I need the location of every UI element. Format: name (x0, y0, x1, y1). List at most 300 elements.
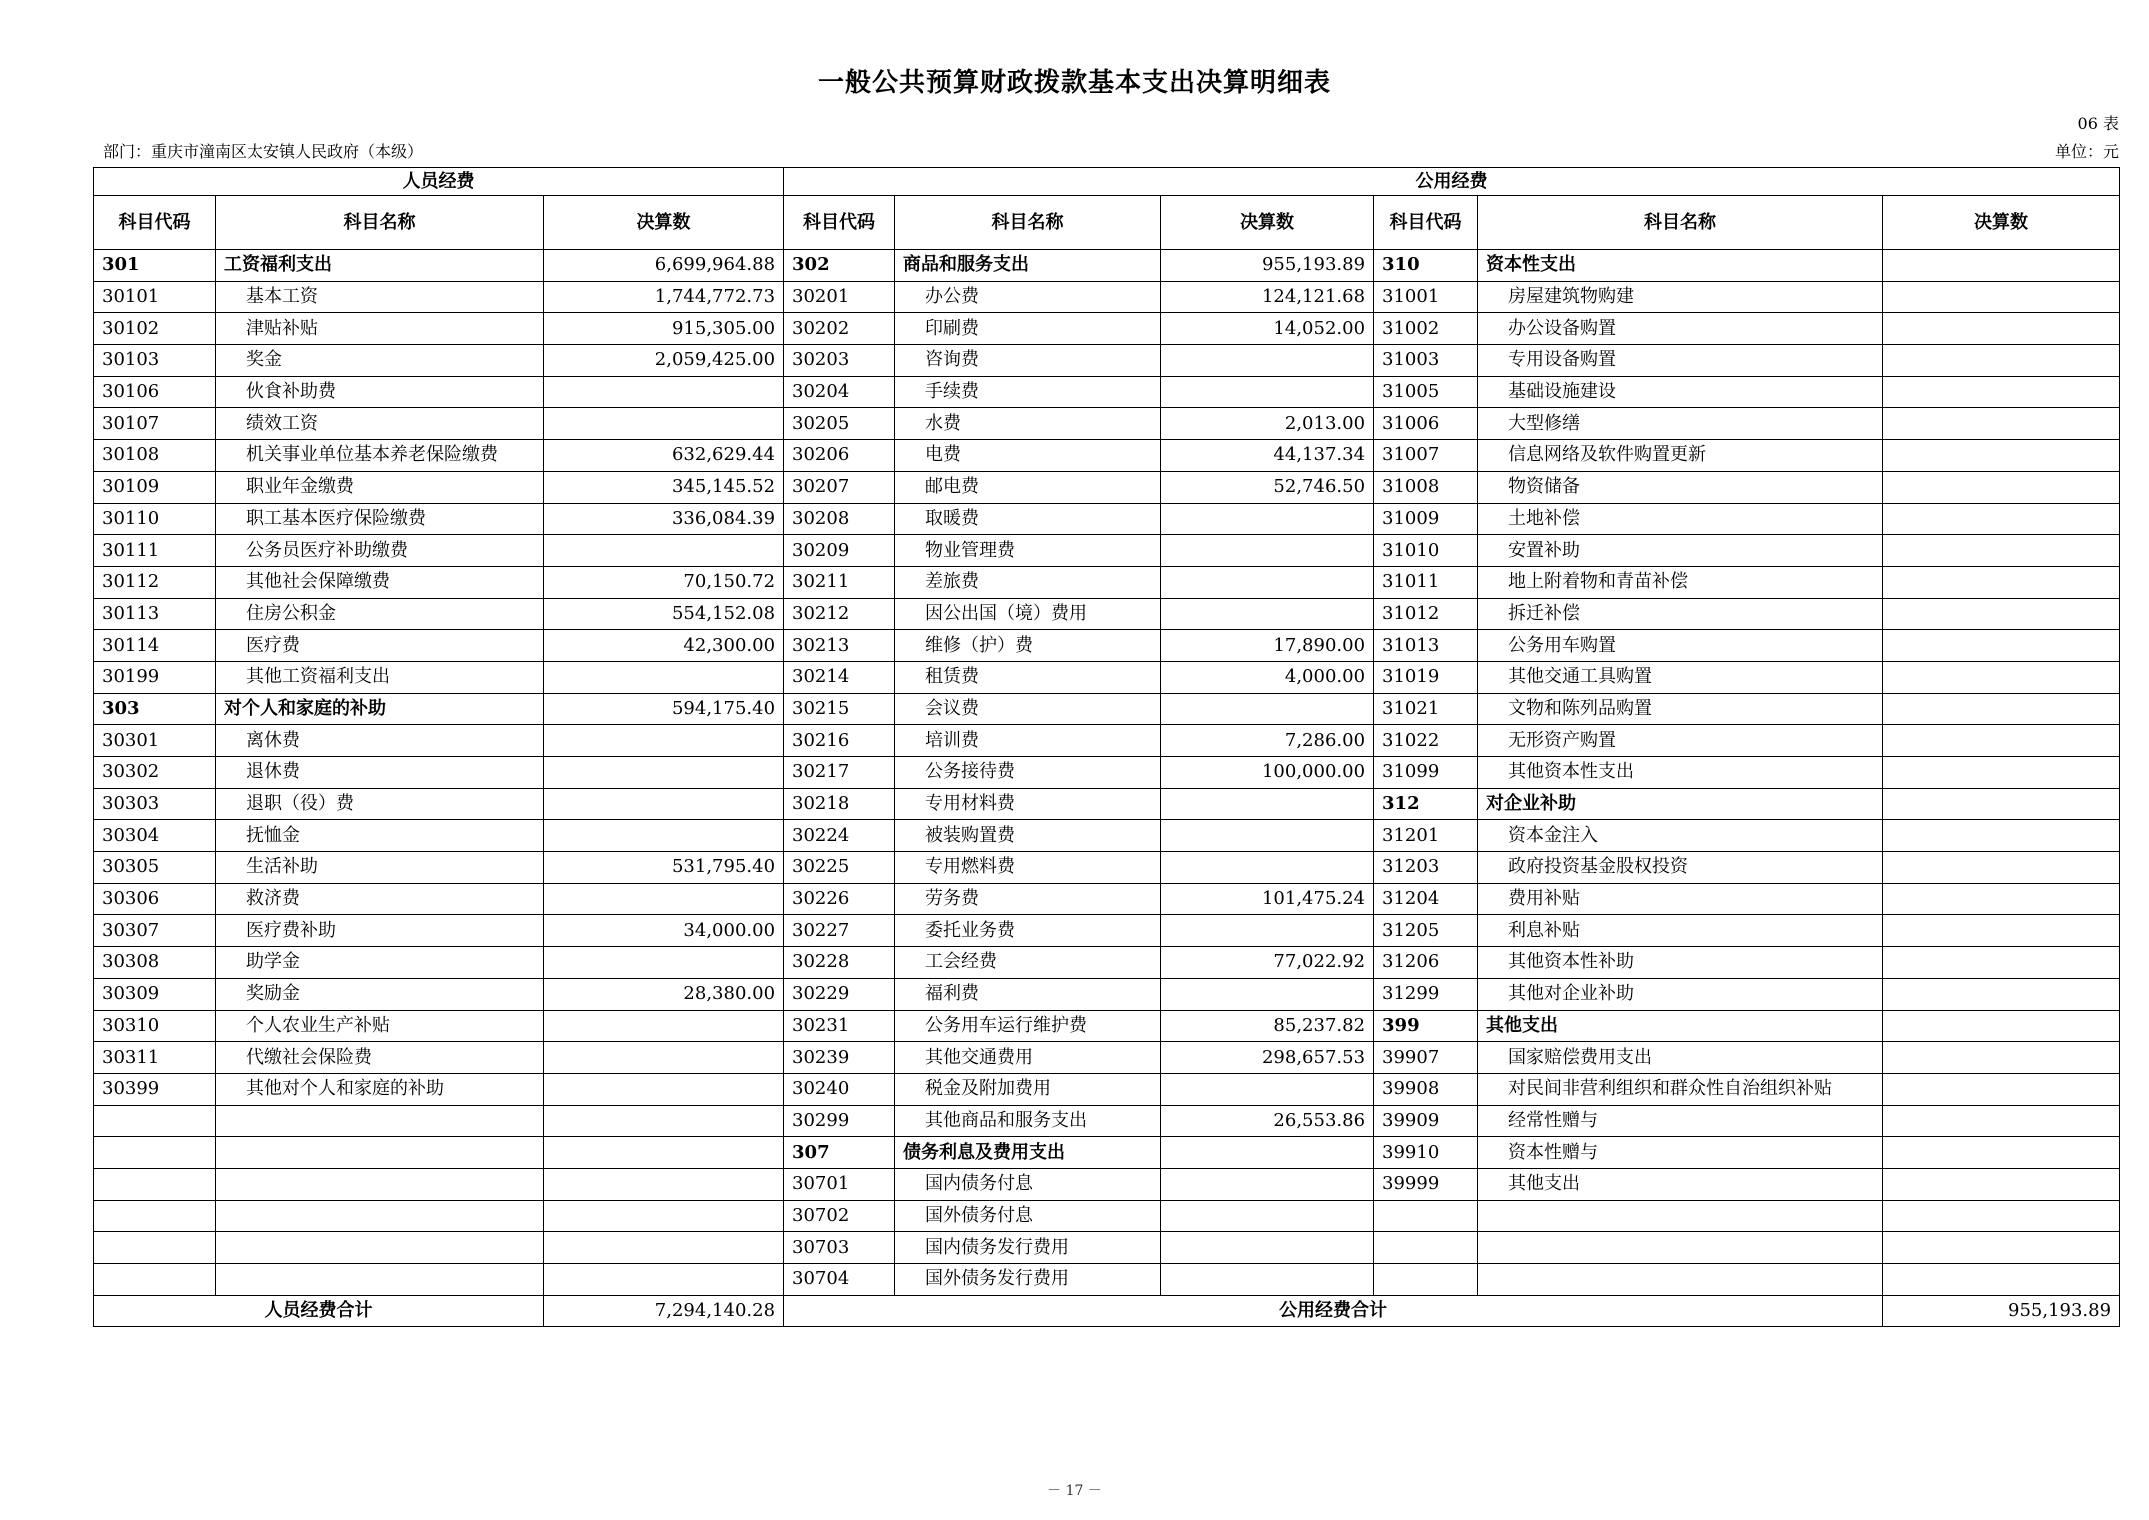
subject-name: 专用材料费 (895, 788, 1161, 820)
amount-value: 42,300.00 (544, 630, 784, 662)
table-row (94, 915, 2120, 947)
amount-value (544, 1232, 784, 1264)
amount-value (1883, 757, 2120, 789)
subject-code: 31006 (1374, 408, 1478, 440)
amount-value (1161, 566, 1374, 598)
subject-code: 30228 (784, 947, 895, 979)
subject-code: 30304 (94, 820, 216, 852)
subject-code: 31013 (1374, 630, 1478, 662)
amount-value: 26,553.86 (1161, 1105, 1374, 1137)
subject-name: 绩效工资 (216, 408, 544, 440)
table-row (94, 1200, 2120, 1232)
subject-code: 30225 (784, 852, 895, 884)
amount-value (1883, 1105, 2120, 1137)
subject-name: 退职（役）费 (216, 788, 544, 820)
subject-name: 物业管理费 (895, 535, 1161, 567)
subject-code: 30106 (94, 376, 216, 408)
subject-name: 其他商品和服务支出 (895, 1105, 1161, 1137)
subject-name: 其他资本性支出 (1478, 757, 1883, 789)
col-header-code: 科目代码 (1374, 196, 1478, 250)
table-row (94, 820, 2120, 852)
subject-code: 30109 (94, 471, 216, 503)
table-number: 06 表 (2077, 114, 2119, 133)
subject-name: 专用设备购置 (1478, 345, 1883, 377)
amount-value: 6,699,964.88 (544, 250, 784, 282)
subject-name: 手续费 (895, 376, 1161, 408)
subject-name: 取暖费 (895, 503, 1161, 535)
subject-code: 30311 (94, 1042, 216, 1074)
amount-value (1161, 788, 1374, 820)
table-row (94, 978, 2120, 1010)
subject-code (94, 1264, 216, 1296)
amount-value (1883, 1010, 2120, 1042)
subject-code: 30209 (784, 535, 895, 567)
amount-value (1161, 852, 1374, 884)
subject-code: 30216 (784, 725, 895, 757)
amount-value (544, 947, 784, 979)
subject-name (216, 1232, 544, 1264)
subject-name: 大型修缮 (1478, 408, 1883, 440)
subject-code: 30206 (784, 440, 895, 472)
subject-name: 公务接待费 (895, 757, 1161, 789)
subject-code: 30110 (94, 503, 216, 535)
subject-code (94, 1200, 216, 1232)
subject-name: 职工基本医疗保险缴费 (216, 503, 544, 535)
col-header-amount: 决算数 (1161, 196, 1374, 250)
amount-value: 298,657.53 (1161, 1042, 1374, 1074)
table-row (94, 1105, 2120, 1137)
amount-value (1161, 1264, 1374, 1296)
subject-name: 对民间非营利组织和群众性自治组织补贴 (1478, 1073, 1883, 1105)
subject-code: 303 (94, 693, 216, 725)
subject-name: 国外债务发行费用 (895, 1264, 1161, 1296)
subject-code: 31007 (1374, 440, 1478, 472)
subject-name: 住房公积金 (216, 598, 544, 630)
subject-name: 个人农业生产补贴 (216, 1010, 544, 1042)
table-row (94, 503, 2120, 535)
subject-name: 水费 (895, 408, 1161, 440)
amount-value (544, 376, 784, 408)
subject-name: 被装购置费 (895, 820, 1161, 852)
amount-value (1883, 250, 2120, 282)
amount-value (1883, 1264, 2120, 1296)
subject-code: 30108 (94, 440, 216, 472)
subject-name: 经常性赠与 (1478, 1105, 1883, 1137)
amount-value (544, 788, 784, 820)
subject-name: 基础设施建设 (1478, 376, 1883, 408)
subject-name: 邮电费 (895, 471, 1161, 503)
col-header-name: 科目名称 (1478, 196, 1883, 250)
amount-value (1883, 852, 2120, 884)
subject-code: 39910 (1374, 1137, 1478, 1169)
subject-code: 31002 (1374, 313, 1478, 345)
subject-code: 30239 (784, 1042, 895, 1074)
subject-code: 30208 (784, 503, 895, 535)
amount-value (1883, 1073, 2120, 1105)
subject-name: 税金及附加费用 (895, 1073, 1161, 1105)
amount-value (1883, 725, 2120, 757)
subject-name: 资本性赠与 (1478, 1137, 1883, 1169)
subject-code: 30704 (784, 1264, 895, 1296)
subject-name: 利息补贴 (1478, 915, 1883, 947)
amount-value: 70,150.72 (544, 566, 784, 598)
subject-code (1374, 1232, 1478, 1264)
table-row (94, 598, 2120, 630)
table-row (94, 1264, 2120, 1296)
subject-name: 办公设备购置 (1478, 313, 1883, 345)
column-header-row (94, 196, 2120, 250)
subject-name: 土地补偿 (1478, 503, 1883, 535)
subject-code: 31010 (1374, 535, 1478, 567)
amount-value (1883, 281, 2120, 313)
amount-value (1883, 376, 2120, 408)
amount-value (544, 820, 784, 852)
subject-name: 会议费 (895, 693, 1161, 725)
subject-name: 福利费 (895, 978, 1161, 1010)
subject-name: 助学金 (216, 947, 544, 979)
subject-name: 培训费 (895, 725, 1161, 757)
table-row (94, 852, 2120, 884)
amount-value (1883, 440, 2120, 472)
page-title: 一般公共预算财政拨款基本支出决算明细表 (817, 68, 1331, 98)
col-header-amount: 决算数 (544, 196, 784, 250)
amount-value: 52,746.50 (1161, 471, 1374, 503)
amount-value (1161, 503, 1374, 535)
subject-code: 30111 (94, 535, 216, 567)
subject-code: 30199 (94, 661, 216, 693)
subject-code: 30399 (94, 1073, 216, 1105)
subject-name: 资本性支出 (1478, 250, 1883, 282)
amount-value (1883, 535, 2120, 567)
amount-value (544, 408, 784, 440)
subject-name (1478, 1264, 1883, 1296)
table-row (94, 408, 2120, 440)
totals-row (94, 1295, 2120, 1327)
subject-name: 其他对个人和家庭的补助 (216, 1073, 544, 1105)
unit-label: 单位：元 (2054, 142, 2119, 161)
amount-value: 2,059,425.00 (544, 345, 784, 377)
amount-value: 17,890.00 (1161, 630, 1374, 662)
subject-name: 其他社会保障缴费 (216, 566, 544, 598)
table-row (94, 1232, 2120, 1264)
col-header-code: 科目代码 (784, 196, 895, 250)
amount-value (1161, 1073, 1374, 1105)
subject-code: 31206 (1374, 947, 1478, 979)
amount-value (1161, 1137, 1374, 1169)
table-row (94, 313, 2120, 345)
group-personnel-header: 人员经费 (94, 168, 784, 196)
amount-value: 7,286.00 (1161, 725, 1374, 757)
subject-name: 因公出国（境）费用 (895, 598, 1161, 630)
table-row (94, 471, 2120, 503)
subject-name: 其他交通工具购置 (1478, 661, 1883, 693)
subject-code: 39908 (1374, 1073, 1478, 1105)
amount-value: 85,237.82 (1161, 1010, 1374, 1042)
group-public-header: 公用经费 (784, 168, 2120, 196)
subject-code: 30308 (94, 947, 216, 979)
subject-code: 31299 (1374, 978, 1478, 1010)
subject-code: 301 (94, 250, 216, 282)
table-row (94, 693, 2120, 725)
amount-value: 915,305.00 (544, 313, 784, 345)
table-row (94, 757, 2120, 789)
group-header-row (94, 168, 2120, 196)
subject-name: 代缴社会保险费 (216, 1042, 544, 1074)
amount-value (544, 661, 784, 693)
public-total-amount: 955,193.89 (1883, 1295, 2120, 1327)
amount-value: 2,013.00 (1161, 408, 1374, 440)
subject-name: 资本金注入 (1478, 820, 1883, 852)
subject-code: 31099 (1374, 757, 1478, 789)
subject-name: 政府投资基金股权投资 (1478, 852, 1883, 884)
subject-code: 30240 (784, 1073, 895, 1105)
subject-code: 30299 (784, 1105, 895, 1137)
amount-value (1161, 1200, 1374, 1232)
subject-name: 劳务费 (895, 883, 1161, 915)
table-row (94, 1137, 2120, 1169)
subject-code: 30309 (94, 978, 216, 1010)
subject-name: 咨询费 (895, 345, 1161, 377)
subject-code: 30701 (784, 1168, 895, 1200)
subject-name (216, 1168, 544, 1200)
subject-name: 基本工资 (216, 281, 544, 313)
public-total-label: 公用经费合计 (784, 1295, 1883, 1327)
col-header-name: 科目名称 (895, 196, 1161, 250)
subject-name: 救济费 (216, 883, 544, 915)
subject-code: 39907 (1374, 1042, 1478, 1074)
department-label: 部门：重庆市潼南区太安镇人民政府（本级） (103, 142, 424, 161)
subject-name: 物资储备 (1478, 471, 1883, 503)
subject-code: 31012 (1374, 598, 1478, 630)
amount-value (1161, 598, 1374, 630)
amount-value (544, 1264, 784, 1296)
amount-value (544, 535, 784, 567)
amount-value (544, 1200, 784, 1232)
subject-name: 其他工资福利支出 (216, 661, 544, 693)
subject-code: 31021 (1374, 693, 1478, 725)
subject-code: 30306 (94, 883, 216, 915)
subject-name: 机关事业单位基本养老保险缴费 (216, 440, 544, 472)
amount-value (1883, 1200, 2120, 1232)
subject-name: 电费 (895, 440, 1161, 472)
subject-code: 31204 (1374, 883, 1478, 915)
subject-name: 公务员医疗补助缴费 (216, 535, 544, 567)
subject-code: 30212 (784, 598, 895, 630)
subject-name: 国外债务付息 (895, 1200, 1161, 1232)
amount-value: 345,145.52 (544, 471, 784, 503)
subject-name: 其他交通费用 (895, 1042, 1161, 1074)
subject-code: 30218 (784, 788, 895, 820)
amount-value (544, 1010, 784, 1042)
subject-name: 无形资产购置 (1478, 725, 1883, 757)
amount-value: 101,475.24 (1161, 883, 1374, 915)
subject-code: 30114 (94, 630, 216, 662)
amount-value (1883, 693, 2120, 725)
subject-code: 30217 (784, 757, 895, 789)
subject-code: 31022 (1374, 725, 1478, 757)
subject-code: 31011 (1374, 566, 1478, 598)
amount-value (1883, 947, 2120, 979)
table-row (94, 661, 2120, 693)
subject-code (1374, 1264, 1478, 1296)
subject-name: 国家赔偿费用支出 (1478, 1042, 1883, 1074)
amount-value: 594,175.40 (544, 693, 784, 725)
subject-code: 312 (1374, 788, 1478, 820)
amount-value (1883, 408, 2120, 440)
table-row (94, 566, 2120, 598)
subject-code: 31005 (1374, 376, 1478, 408)
amount-value (1883, 1168, 2120, 1200)
amount-value (1883, 345, 2120, 377)
table-row (94, 376, 2120, 408)
subject-name: 抚恤金 (216, 820, 544, 852)
amount-value (1883, 313, 2120, 345)
subject-name: 对个人和家庭的补助 (216, 693, 544, 725)
subject-code: 30102 (94, 313, 216, 345)
col-header-name: 科目名称 (216, 196, 544, 250)
subject-name: 伙食补助费 (216, 376, 544, 408)
subject-name: 生活补助 (216, 852, 544, 884)
amount-value (1161, 915, 1374, 947)
subject-code: 30203 (784, 345, 895, 377)
subject-name (216, 1137, 544, 1169)
subject-name: 公务用车运行维护费 (895, 1010, 1161, 1042)
amount-value (1883, 915, 2120, 947)
subject-code (94, 1137, 216, 1169)
amount-value (1161, 693, 1374, 725)
amount-value (1161, 535, 1374, 567)
amount-value (1883, 820, 2120, 852)
subject-code: 30207 (784, 471, 895, 503)
personnel-total-amount: 7,294,140.28 (544, 1295, 784, 1327)
subject-code: 39909 (1374, 1105, 1478, 1137)
subject-code: 30303 (94, 788, 216, 820)
amount-value (1883, 1232, 2120, 1264)
table-row (94, 535, 2120, 567)
subject-code: 30211 (784, 566, 895, 598)
expenditure-table (93, 167, 2120, 1327)
amount-value (1883, 883, 2120, 915)
subject-name: 津贴补贴 (216, 313, 544, 345)
amount-value: 531,795.40 (544, 852, 784, 884)
amount-value (1883, 1137, 2120, 1169)
amount-value: 955,193.89 (1161, 250, 1374, 282)
subject-name: 退休费 (216, 757, 544, 789)
subject-code: 30204 (784, 376, 895, 408)
subject-name: 地上附着物和青苗补偿 (1478, 566, 1883, 598)
subject-code: 30112 (94, 566, 216, 598)
table-row (94, 725, 2120, 757)
amount-value: 1,744,772.73 (544, 281, 784, 313)
amount-value: 34,000.00 (544, 915, 784, 947)
subject-name: 职业年金缴费 (216, 471, 544, 503)
table-row (94, 883, 2120, 915)
subject-name: 安置补助 (1478, 535, 1883, 567)
subject-code (94, 1105, 216, 1137)
subject-name: 其他支出 (1478, 1168, 1883, 1200)
amount-value (1883, 1042, 2120, 1074)
subject-code: 30307 (94, 915, 216, 947)
amount-value (1883, 978, 2120, 1010)
table-row (94, 281, 2120, 313)
subject-code (94, 1168, 216, 1200)
subject-code: 30302 (94, 757, 216, 789)
subject-code: 307 (784, 1137, 895, 1169)
subject-name: 公务用车购置 (1478, 630, 1883, 662)
subject-name: 租赁费 (895, 661, 1161, 693)
subject-name (1478, 1200, 1883, 1232)
amount-value (1883, 503, 2120, 535)
amount-value: 100,000.00 (1161, 757, 1374, 789)
subject-code: 30224 (784, 820, 895, 852)
subject-name (1478, 1232, 1883, 1264)
subject-name: 国内债务发行费用 (895, 1232, 1161, 1264)
subject-code (94, 1232, 216, 1264)
amount-value: 44,137.34 (1161, 440, 1374, 472)
personnel-total-label: 人员经费合计 (94, 1295, 544, 1327)
subject-name: 其他资本性补助 (1478, 947, 1883, 979)
subject-code: 30702 (784, 1200, 895, 1232)
table-row (94, 345, 2120, 377)
subject-name: 对企业补助 (1478, 788, 1883, 820)
subject-name (216, 1264, 544, 1296)
amount-value (1161, 820, 1374, 852)
amount-value (544, 883, 784, 915)
subject-code: 30103 (94, 345, 216, 377)
subject-name (216, 1105, 544, 1137)
amount-value (1883, 788, 2120, 820)
subject-code: 30310 (94, 1010, 216, 1042)
subject-name: 工会经费 (895, 947, 1161, 979)
table-row (94, 630, 2120, 662)
subject-name: 印刷费 (895, 313, 1161, 345)
subject-code: 30107 (94, 408, 216, 440)
subject-code: 302 (784, 250, 895, 282)
amount-value (1161, 1168, 1374, 1200)
amount-value (1883, 471, 2120, 503)
subject-name: 商品和服务支出 (895, 250, 1161, 282)
amount-value (1883, 661, 2120, 693)
subject-name: 拆迁补偿 (1478, 598, 1883, 630)
subject-name: 其他对企业补助 (1478, 978, 1883, 1010)
subject-code: 30113 (94, 598, 216, 630)
amount-value: 632,629.44 (544, 440, 784, 472)
subject-name: 差旅费 (895, 566, 1161, 598)
table-row (94, 1042, 2120, 1074)
subject-name (216, 1200, 544, 1232)
amount-value (1161, 376, 1374, 408)
subject-code (1374, 1200, 1478, 1232)
page-number: － 17 － (1047, 1483, 1102, 1499)
subject-code: 31205 (1374, 915, 1478, 947)
amount-value (544, 1105, 784, 1137)
subject-code: 31009 (1374, 503, 1478, 535)
subject-code: 31003 (1374, 345, 1478, 377)
table-row (94, 788, 2120, 820)
amount-value (544, 1168, 784, 1200)
subject-code: 399 (1374, 1010, 1478, 1042)
subject-name: 维修（护）费 (895, 630, 1161, 662)
col-header-amount: 决算数 (1883, 196, 2120, 250)
subject-code: 31008 (1374, 471, 1478, 503)
amount-value (1161, 1232, 1374, 1264)
subject-code: 30201 (784, 281, 895, 313)
subject-code: 30214 (784, 661, 895, 693)
subject-code: 310 (1374, 250, 1478, 282)
table-row (94, 947, 2120, 979)
amount-value: 28,380.00 (544, 978, 784, 1010)
subject-name: 委托业务费 (895, 915, 1161, 947)
